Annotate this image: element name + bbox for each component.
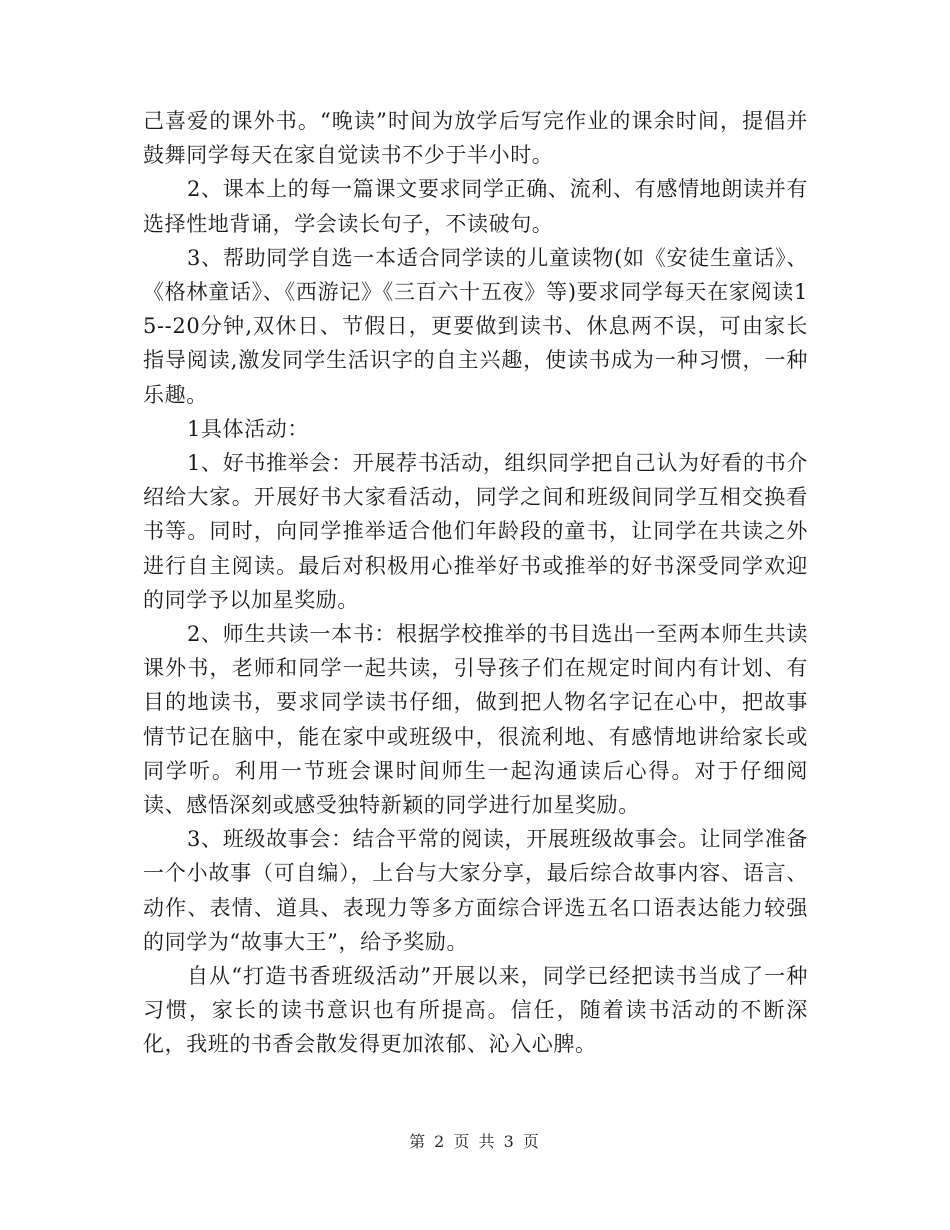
- paragraph: 己喜爱的课外书。“晚读”时间为放学后写完作业的课余时间，提倡并鼓舞同学每天在家自觉读书不少于半小时。: [143, 109, 808, 168]
- document-body: [143, 104, 808, 1062]
- section-heading: 1具体活动：: [187, 416, 309, 441]
- page-number-footer: 第 2 页 共 3 页: [409, 1132, 541, 1151]
- paragraph: 2、课本上的每一篇课文要求同学正确、流利、有感情地朗读并有选择性地背诵，学会读长句子，不读破句。: [143, 177, 808, 236]
- paragraph: 1、好书推举会：开展荐书活动，组织同学把自己认为好看的书介绍给大家。开展好书大家看活动，同学之间和班级间同学互相交换看书等。同时，向同学推举适合他们年龄段的童书，让同学在共读之外进行自主阅读。最后对积极用心推举好书或推举的好书深受同学欢迎的同学予以加星奖励。: [143, 451, 808, 612]
- paragraph: 自从“打造书香班级活动”开展以来，同学已经把读书当成了一种习惯，家长的读书意识也有所提高。信任，随着读书活动的不断深化，我班的书香会散发得更加浓郁、沁入心脾。: [143, 964, 808, 1057]
- paragraph: 3、班级故事会：结合平常的阅读，开展班级故事会。让同学准备一个小故事（可自编），上台与大家分享，最后综合故事内容、语言、动作、表情、道具、表现力等多方面综合评选五名口语表达能力较强的同学为“故事大王”，给予奖励。: [143, 827, 808, 954]
- paragraph: 3、帮助同学自选一本适合同学读的儿童读物(如《安徒生童话》、《格林童话》、《西游记》《三百六十五夜》等)要求同学每天在家阅读15--20分钟,双休日、节假日，更要做到读书、休息两不误，可由家长指导阅读,激发同学生活识字的自主兴趣，使读书成为一种习惯，一种乐趣。: [143, 245, 808, 407]
- paragraph: 2、师生共读一本书：根据学校推举的书目选出一至两本师生共读课外书，老师和同学一起共读，引导孩子们在规定时间内有计划、有目的地读书，要求同学读书仔细，做到把人物名字记在心中，把故事情节记在脑中，能在家中或班级中，很流利地、有感情地讲给家长或同学听。利用一节班会课时间师生一起沟通读后心得。对于仔细阅读、感悟深刻或感受独特新颖的同学进行加星奖励。: [143, 622, 808, 818]
